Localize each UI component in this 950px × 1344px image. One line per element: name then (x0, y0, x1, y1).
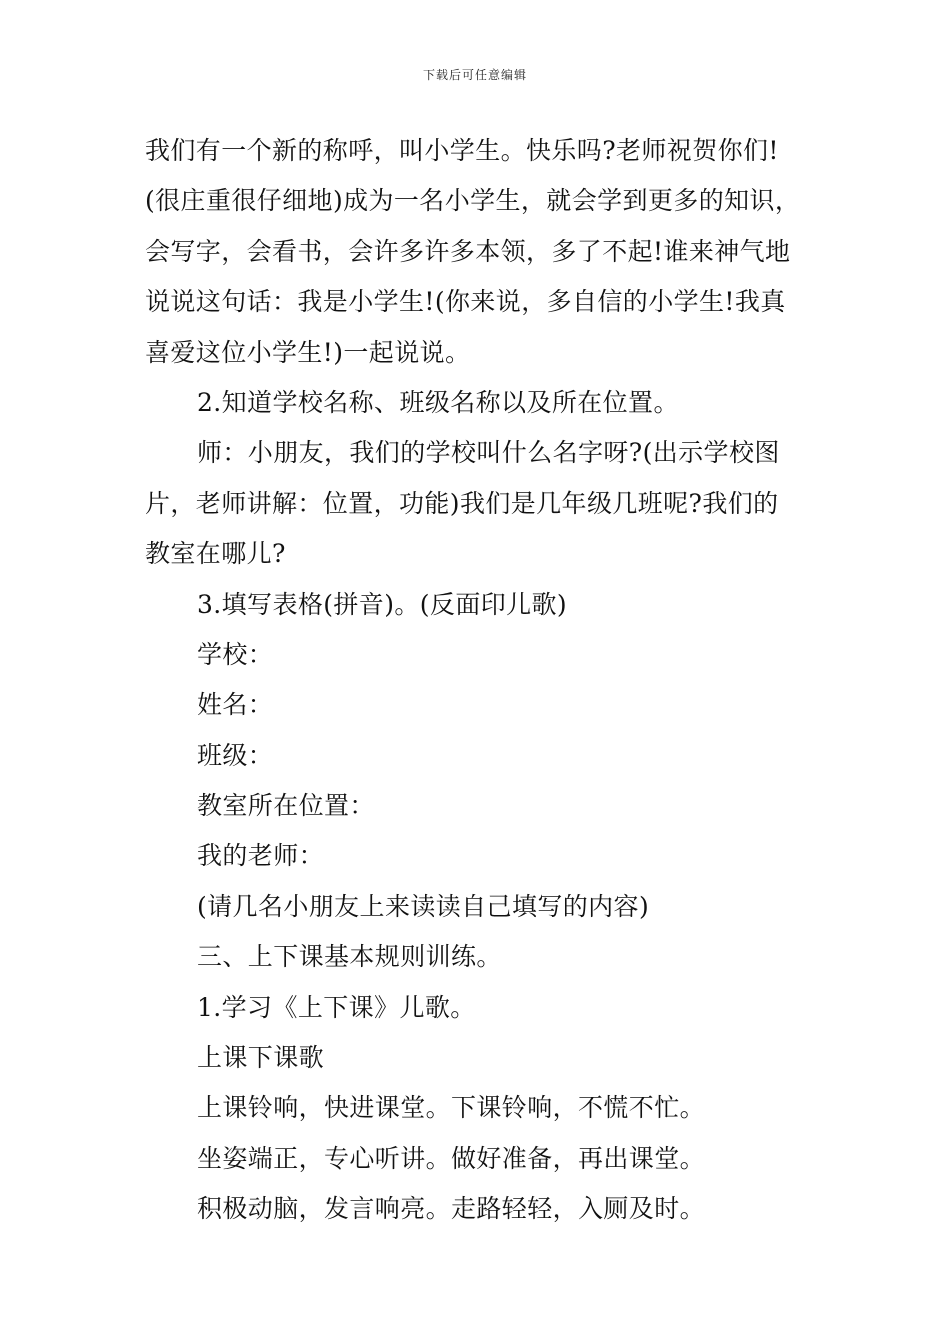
form-field-classroom (145, 781, 825, 831)
text-line: 说说这句话：我是小学生!(你来说，多自信的小学生!我真 (145, 287, 786, 317)
text-line: 坐姿端正，专心听讲。做好准备，再出课堂。 (197, 1143, 706, 1173)
text-line: 会写字，会看书，会许多许多本领，多了不起!谁来神气地 (145, 236, 791, 266)
form-field-teacher (145, 831, 825, 881)
text-line: 教室在哪儿? (145, 539, 286, 569)
text-line: 积极动脑，发言响亮。走路轻轻，入厕及时。 (197, 1194, 706, 1224)
song-verse-2 (145, 1134, 825, 1184)
paragraph-intro (145, 126, 825, 378)
text-line: 师：小朋友，我们的学校叫什么名字呀?(出示学校图 (197, 438, 780, 468)
text-line: 我的老师： (197, 841, 325, 871)
text-line: 喜爱这位小学生!)一起说说。 (145, 337, 471, 367)
text-line: 三、上下课基本规则训练。 (197, 942, 502, 972)
text-line: (请几名小朋友上来读读自己填写的内容) (197, 891, 650, 921)
text-line: 上课下课歌 (197, 1043, 325, 1073)
paragraph-note (145, 882, 825, 932)
text-line: 教室所在位置： (197, 791, 375, 821)
text-line: 学校： (197, 639, 274, 669)
paragraph-step-3 (145, 580, 825, 630)
page-header: 下载后可任意编辑 (422, 68, 527, 82)
text-line: 1.学习《上下课》儿歌。 (197, 992, 476, 1022)
text-line: (很庄重很仔细地)成为一名小学生，就会学到更多的知识， (145, 186, 801, 216)
text-line: 姓名： (197, 690, 274, 720)
paragraph-step-2 (145, 378, 825, 428)
song-title (145, 1033, 825, 1083)
paragraph-step-1 (145, 983, 825, 1033)
text-line: 班级： (197, 740, 274, 770)
document-body (145, 126, 825, 1235)
text-line: 2.知道学校名称、班级名称以及所在位置。 (197, 387, 679, 417)
text-line: 我们有一个新的称呼，叫小学生。快乐吗?老师祝贺你们! (145, 136, 779, 165)
text-line: 片，老师讲解：位置，功能)我们是几年级几班呢?我们的 (145, 488, 779, 518)
section-heading-3 (145, 932, 825, 982)
form-field-class (145, 731, 825, 781)
text-line: 3.填写表格(拼音)。(反面印儿歌) (197, 589, 568, 619)
song-verse-3 (145, 1184, 825, 1234)
text-line: 上课铃响，快进课堂。下课铃响，不慌不忙。 (197, 1093, 706, 1123)
paragraph-teacher (145, 428, 825, 579)
form-field-name (145, 680, 825, 730)
form-field-school (145, 630, 825, 680)
song-verse-1 (145, 1083, 825, 1133)
